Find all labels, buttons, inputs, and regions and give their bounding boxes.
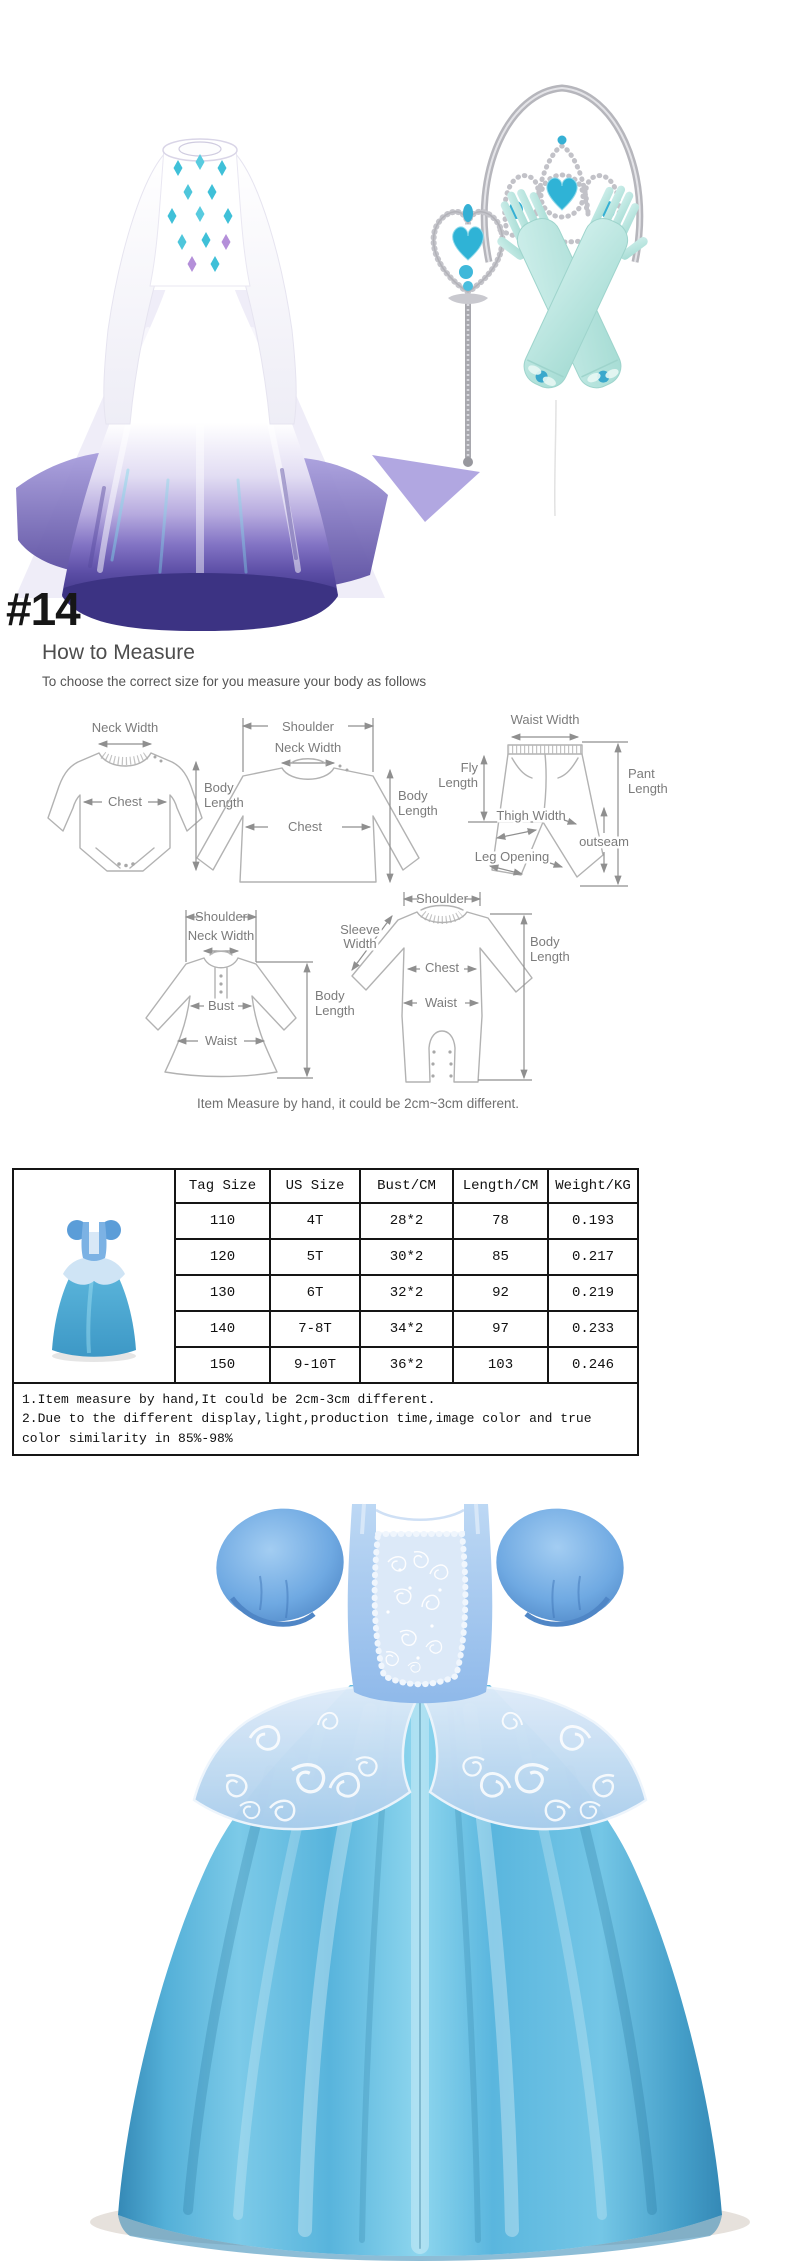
diagram-bodysuit — [48, 720, 244, 871]
svg-text:Chest: Chest — [288, 819, 322, 834]
svg-text:Leg Opening: Leg Opening — [474, 849, 550, 864]
svg-text:Neck Width: Neck Width — [91, 720, 159, 735]
svg-text:Length: Length — [628, 781, 668, 796]
cell-us-size: 7-8T — [270, 1311, 360, 1347]
svg-text:Chest: Chest — [425, 960, 459, 975]
col-header-bust: Bust/CM — [360, 1169, 453, 1203]
col-header-us-size: US Size — [270, 1169, 360, 1203]
cell-bust: 28*2 — [360, 1203, 453, 1239]
cell-tag-size: 140 — [175, 1311, 270, 1347]
cell-us-size: 6T — [270, 1275, 360, 1311]
svg-text:Length: Length — [204, 795, 244, 810]
how-to-measure-title: How to Measure — [42, 641, 195, 664]
svg-text:outseam: outseam — [579, 834, 629, 849]
cell-weight: 0.219 — [548, 1275, 638, 1311]
measure-footnote: Item Measure by hand, it could be 2cm~3cm different. — [196, 1096, 520, 1111]
cell-tag-size: 110 — [175, 1203, 270, 1239]
cell-bust: 36*2 — [360, 1347, 453, 1383]
svg-text:Body: Body — [204, 780, 234, 795]
svg-text:Body: Body — [398, 788, 428, 803]
svg-text:Shoulder: Shoulder — [194, 909, 248, 924]
cell-bust: 34*2 — [360, 1311, 453, 1347]
cell-length: 85 — [453, 1239, 548, 1275]
col-header-length: Length/CM — [453, 1169, 548, 1203]
svg-text:Shoulder: Shoulder — [415, 891, 469, 906]
cell-bust: 30*2 — [360, 1239, 453, 1275]
svg-text:Shoulder: Shoulder — [281, 719, 335, 734]
how-to-measure-subtitle: To choose the correct size for you measure your body as follows — [42, 674, 427, 689]
cell-weight: 0.217 — [548, 1239, 638, 1275]
svg-text:Body: Body — [530, 934, 560, 949]
svg-text:Length: Length — [398, 803, 438, 818]
note-line-2: 2.Due to the different display,light,production time,image color and true color similarity in 85%-98% — [22, 1411, 592, 1446]
size-chart-notes — [13, 1383, 638, 1455]
cinderella-bodice — [348, 1504, 493, 1703]
svg-text:Sleeve: Sleeve — [340, 922, 380, 937]
cell-tag-size: 130 — [175, 1275, 270, 1311]
svg-text:Body: Body — [315, 988, 345, 1003]
svg-text:Length: Length — [438, 775, 478, 790]
wand-image — [434, 204, 503, 467]
cell-us-size: 4T — [270, 1203, 360, 1239]
svg-text:Neck Width: Neck Width — [274, 740, 342, 755]
svg-text:Length: Length — [315, 1003, 355, 1018]
col-header-tag-size: Tag Size — [175, 1169, 270, 1203]
col-header-weight: Weight/KG — [548, 1169, 638, 1203]
size-chart-table — [12, 1168, 639, 1456]
product-photo-blue-cinderella-dress — [0, 1470, 800, 2263]
cell-us-size: 9-10T — [270, 1347, 360, 1383]
cell-us-size: 5T — [270, 1239, 360, 1275]
svg-text:Pant: Pant — [628, 766, 655, 781]
product-photo-elsa-costume-set — [0, 0, 800, 640]
svg-text:Width: Width — [343, 936, 377, 951]
svg-text:Bust: Bust — [207, 998, 235, 1013]
note-line-1: 1.Item measure by hand,It could be 2cm-3cm different. — [22, 1391, 436, 1407]
svg-text:Neck Width: Neck Width — [187, 928, 255, 943]
svg-text:Chest: Chest — [108, 794, 142, 809]
cell-tag-size: 150 — [175, 1347, 270, 1383]
svg-text:Waist Width: Waist Width — [510, 712, 580, 727]
measurement-diagrams — [0, 700, 800, 1100]
cell-length: 92 — [453, 1275, 548, 1311]
svg-text:Thigh Width: Thigh Width — [496, 808, 566, 823]
svg-text:Fly: Fly — [460, 760, 478, 775]
cell-length: 78 — [453, 1203, 548, 1239]
cell-weight: 0.233 — [548, 1311, 638, 1347]
cell-length: 97 — [453, 1311, 548, 1347]
diagram-dress — [146, 909, 355, 1078]
table-header-row — [13, 1169, 638, 1203]
svg-text:Waist: Waist — [204, 1033, 238, 1048]
cell-weight: 0.193 — [548, 1203, 638, 1239]
cell-length: 103 — [453, 1347, 548, 1383]
cell-tag-size: 120 — [175, 1239, 270, 1275]
cell-weight: 0.246 — [548, 1347, 638, 1383]
diagram-pants — [438, 712, 668, 886]
size-chart-thumbnail-cell — [13, 1169, 175, 1383]
diagram-romper — [340, 891, 570, 1082]
product-number-label: #14 — [6, 583, 80, 635]
svg-text:Waist: Waist — [424, 995, 458, 1010]
blue-dress-thumbnail — [39, 1198, 149, 1368]
table-notes-row — [13, 1383, 638, 1455]
elsa-dress-image — [15, 139, 480, 631]
svg-text:Length: Length — [530, 949, 570, 964]
cell-bust: 32*2 — [360, 1275, 453, 1311]
